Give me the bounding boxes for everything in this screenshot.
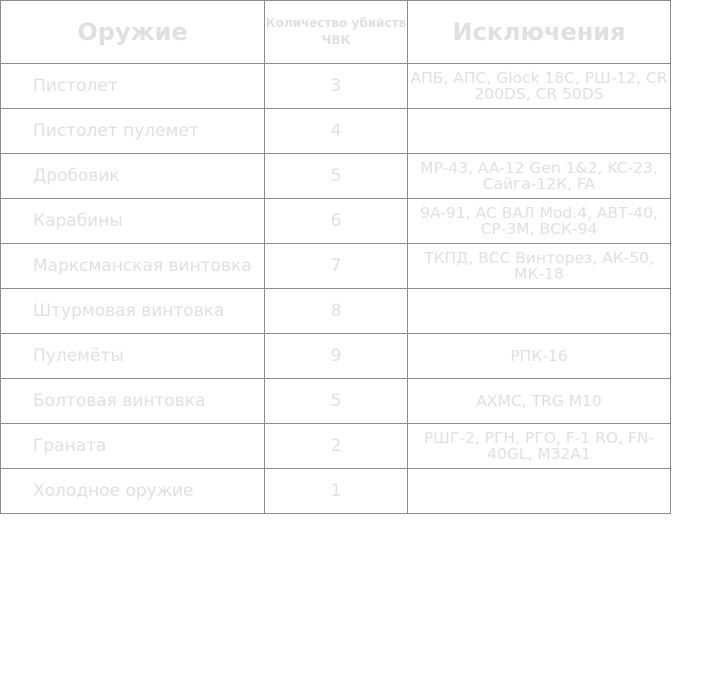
exceptions-cell: РШГ-2, РГН, РГО, F-1 RO, FN-40GL, M32A1 [408, 424, 671, 469]
kills-cell: 9 [265, 334, 408, 379]
table-row [1, 154, 671, 199]
kills-cell: 5 [265, 379, 408, 424]
exceptions-cell [408, 109, 671, 154]
table-row [1, 199, 671, 244]
header-kills: Количество убийств ЧВК [265, 1, 408, 64]
kills-cell: 4 [265, 109, 408, 154]
weapon-cell: Карабины [1, 199, 265, 244]
exceptions-cell: AXMC, TRG M10 [408, 379, 671, 424]
weapon-cell: Граната [1, 424, 265, 469]
kills-cell: 1 [265, 469, 408, 514]
table-row [1, 334, 671, 379]
exceptions-cell: РПК-16 [408, 334, 671, 379]
table-row [1, 379, 671, 424]
weapon-cell: Пистолет пулемет [1, 109, 265, 154]
header-exceptions: Исключения [408, 1, 671, 64]
kills-cell: 3 [265, 64, 408, 109]
table-row [1, 469, 671, 514]
weapon-cell: Холодное оружие [1, 469, 265, 514]
table-row [1, 244, 671, 289]
header-weapon: Оружие [1, 1, 265, 64]
table-row [1, 424, 671, 469]
table-header [1, 1, 671, 64]
kills-cell: 8 [265, 289, 408, 334]
kills-cell: 7 [265, 244, 408, 289]
header-row [1, 1, 671, 64]
weapon-cell: Дробовик [1, 154, 265, 199]
table-row [1, 64, 671, 109]
exceptions-cell [408, 469, 671, 514]
weapon-cell: Марксманская винтовка [1, 244, 265, 289]
table-row [1, 109, 671, 154]
kills-cell: 5 [265, 154, 408, 199]
weapon-cell: Штурмовая винтовка [1, 289, 265, 334]
exceptions-cell: 9A-91, АС ВАЛ Mod.4, АВТ-40, СР-3М, ВСК-94 [408, 199, 671, 244]
weapon-cell: Пулемёты [1, 334, 265, 379]
exceptions-cell: ТКПД, ВСС Винторез, АК-50, МК-18 [408, 244, 671, 289]
exceptions-cell: MP-43, AA-12 Gen 1&2, KC-23, Сайга-12К, FA [408, 154, 671, 199]
exceptions-cell [408, 289, 671, 334]
kills-cell: 6 [265, 199, 408, 244]
weapon-cell: Пистолет [1, 64, 265, 109]
weapon-cell: Болтовая винтовка [1, 379, 265, 424]
exceptions-cell: АПБ, АПС, Glock 18C, РШ-12, CR 200DS, CR 50DS [408, 64, 671, 109]
table-row [1, 289, 671, 334]
table-body [1, 64, 671, 514]
kills-cell: 2 [265, 424, 408, 469]
